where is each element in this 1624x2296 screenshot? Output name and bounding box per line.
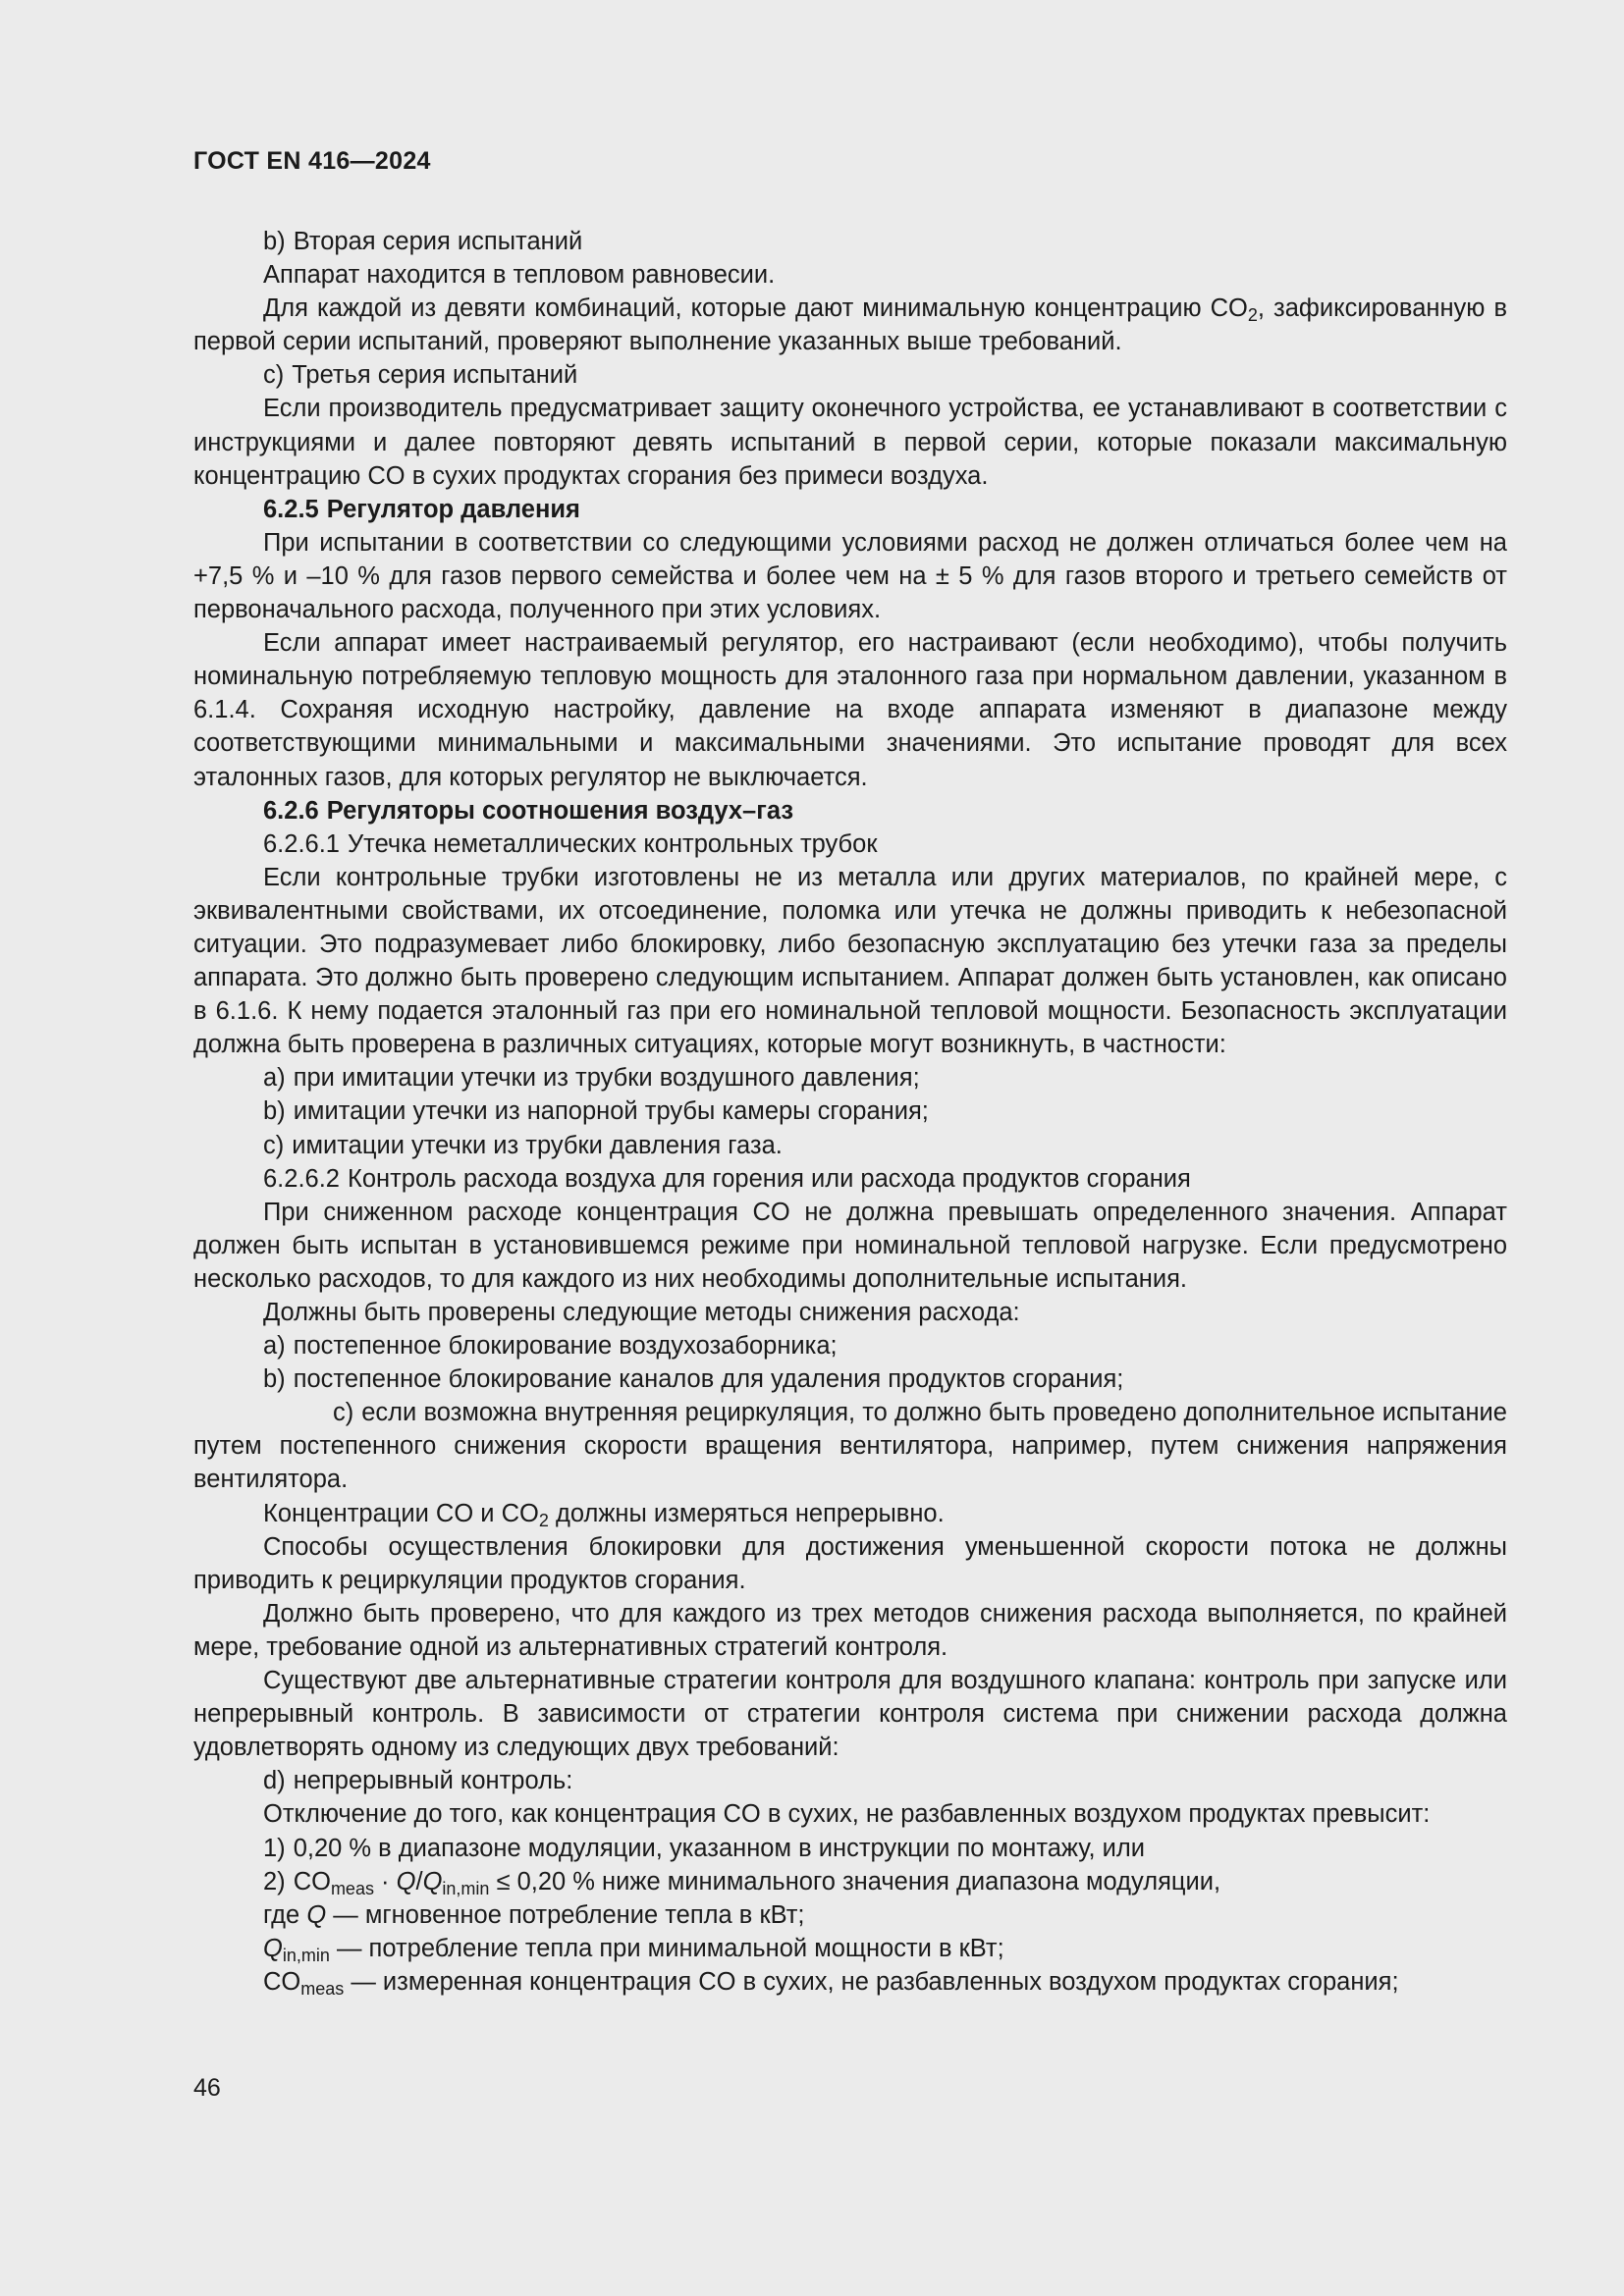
paragraph: Если производитель предусматривает защиту оконечного устройства, ее устанавливают в соответствии с инструкциями и далее повторяют девять испытаний в первой серии, которые показали максимальную концентрацию CO в сухих продуктах сгорания без примеси воздуха.: [193, 395, 1507, 490]
section-number: 6.2.6.2: [263, 1164, 340, 1193]
paragraph: [193, 292, 1507, 358]
section-title: Контроль расхода воздуха для горения или расхода продуктов сгорания: [347, 1164, 1191, 1193]
section-title: Регуляторы соотношения воздух–газ: [326, 796, 794, 825]
text: — потребление тепла при минимальной мощности в кВт;: [329, 1934, 1004, 1962]
list-text: Вторая серия испытаний: [293, 228, 583, 255]
paragraph: Существуют две альтернативные стратегии контроля для воздушного клапана: контроль при запуске или непрерывный контроль. В зависимости от стратегии контроля система при снижении расхода должна удовлетворять одному из следующих двух требований:: [193, 1667, 1507, 1762]
list-item: [193, 1329, 1507, 1362]
definition: [193, 1932, 1507, 1965]
list-text: при имитации утечки из трубки воздушного давления;: [293, 1064, 920, 1093]
list-marker: b): [263, 1365, 286, 1394]
paragraph: При сниженном расходе концентрация CO не должна превышать определенного значения. Аппарат должен быть испытан в установившемся режиме при номинальной тепловой нагрузке. Если предусмотрено несколько расходов, то для каждого из них необходимы дополнительные испытания.: [193, 1198, 1507, 1293]
subsection-heading: [193, 828, 1507, 861]
subscript: in,min: [442, 1878, 490, 1898]
text: где: [263, 1900, 307, 1929]
paragraph: Должно быть проверено, что для каждого из трех методов снижения расхода выполняется, по крайней мере, требование одной из альтернативных стратегий контроля.: [193, 1599, 1507, 1661]
list-marker: 2): [263, 1867, 286, 1896]
list-marker: c): [263, 361, 285, 390]
list-text: если возможна внутренняя рециркуляция, то должно быть проведено дополнительное испытание путем постепенного снижения скорости вращения вентилятора, например, путем снижения напряжения вентилятора.: [193, 1399, 1507, 1494]
text: /: [415, 1867, 423, 1896]
subsection-heading: [193, 1162, 1507, 1196]
paragraph: Способы осуществления блокировки для достижения уменьшенной скорости потока не должны приводить к рециркуляции продуктов сгорания.: [193, 1532, 1507, 1594]
text: должны измеряться непрерывно.: [548, 1499, 945, 1527]
text: Концентрации CO и CO: [263, 1499, 539, 1527]
section-number: 6.2.6.1: [263, 829, 340, 858]
list-marker: 1): [263, 1834, 286, 1862]
text: — мгновенное потребление тепла в кВт;: [326, 1900, 805, 1929]
text: CO: [263, 1967, 301, 1996]
text: — измеренная концентрация CO в сухих, не разбавленных воздухом продуктах сгорания;: [344, 1967, 1399, 1996]
section-title: Утечка неметаллических контрольных трубок: [347, 829, 878, 858]
formula-item: [193, 1865, 1507, 1898]
list-text: Третья серия испытаний: [292, 361, 578, 390]
list-item: [193, 358, 1507, 392]
section-title: Регулятор давления: [326, 495, 580, 523]
list-text: имитации утечки из напорной трубы камеры сгорания;: [293, 1097, 929, 1126]
definition: [193, 1898, 1507, 1932]
document-header: ГОСТ EN 416—2024: [193, 147, 431, 175]
variable: Q: [306, 1900, 327, 1929]
section-heading: [193, 794, 1507, 828]
subscript: in,min: [282, 1945, 330, 1965]
page-number: 46: [193, 2074, 221, 2102]
list-marker: c): [333, 1399, 354, 1427]
subscript: 2: [1247, 305, 1258, 326]
list-text: имитации утечки из трубки давления газа.: [292, 1131, 783, 1159]
text: , зафиксированную в первой серии испытаний, проверяют выполнение указанных выше требований.: [193, 294, 1508, 356]
variable: Q: [396, 1867, 416, 1896]
list-marker: b): [263, 1097, 286, 1126]
list-item: [193, 1396, 1507, 1496]
variable: Q: [263, 1934, 283, 1962]
list-item: [193, 1129, 1507, 1162]
list-item: [193, 1764, 1507, 1797]
list-item: [193, 1061, 1507, 1095]
list-text: постепенное блокирование каналов для удаления продуктов сгорания;: [293, 1365, 1124, 1394]
text: Для каждой из девяти комбинаций, которые дают минимальную концентрацию CO: [263, 294, 1248, 323]
list-marker: b): [263, 228, 286, 255]
section-number: 6.2.6: [263, 796, 319, 825]
paragraph: Если аппарат имеет настраиваемый регулятор, его настраивают (если необходимо), чтобы получить номинальную потребляемую тепловую мощность для эталонного газа при нормальном давлении, указанном в 6.1.4. Сохраняя исходную настройку, давление на входе аппарата изменяют в диапазоне между соответствующими минимальными и максимальными значениями. Это испытание проводят для всех эталонных газов, для которых регулятор не выключается.: [193, 629, 1507, 791]
definition: [193, 1965, 1507, 1999]
list-item: [193, 1832, 1507, 1865]
section-heading: [193, 493, 1507, 526]
list-marker: a): [263, 1064, 286, 1093]
text: ·: [373, 1867, 397, 1896]
list-text: постепенное блокирование воздухозаборника;: [293, 1332, 838, 1361]
subscript: meas: [330, 1878, 374, 1898]
document-body: [193, 225, 1507, 1999]
paragraph: При испытании в соответствии со следующими условиями расход не должен отличаться более чем на +7,5 % и –10 % для газов первого семейства и более чем на ± 5 % для газов второго и третьего семейств от первоначального расхода, полученного при этих условиях.: [193, 528, 1507, 624]
paragraph: [193, 1497, 1507, 1530]
text: ≤ 0,20 % ниже минимального значения диапазона модуляции,: [489, 1867, 1221, 1896]
variable: Q: [422, 1867, 443, 1896]
list-text: 0,20 % в диапазоне модуляции, указанном в инструкции по монтажу, или: [293, 1834, 1145, 1862]
list-text: непрерывный контроль:: [293, 1767, 573, 1795]
list-marker: d): [263, 1767, 286, 1795]
subscript: meas: [300, 1978, 345, 1999]
paragraph: Должны быть проверены следующие методы снижения расхода:: [263, 1299, 1020, 1326]
list-marker: a): [263, 1332, 286, 1361]
list-item: [193, 1362, 1507, 1396]
subscript: 2: [538, 1510, 549, 1530]
paragraph: Отключение до того, как концентрация CO в сухих, не разбавленных воздухом продуктах превысит:: [263, 1800, 1431, 1829]
formula: [294, 1868, 1220, 1896]
list-marker: c): [263, 1131, 285, 1159]
section-number: 6.2.5: [263, 495, 319, 523]
list-item: [193, 1095, 1507, 1128]
paragraph: Если контрольные трубки изготовлены не из металла или других материалов, по крайней мере, с эквивалентными свойствами, их отсоединение, поломка или утечка не должны приводить к небезопасной ситуации. Это подразумевает либо блокировку, либо безопасную эксплуатацию без утечки газа за пределы аппарата. Это должно быть проверено следующим испытанием. Аппарат должен быть установлен, как описано в 6.1.6. К нему подается эталонный газ при его номинальной тепловой мощности. Безопасность эксплуатации должна быть проверена в различных ситуациях, которые могут возникнуть, в частности:: [193, 863, 1507, 1059]
list-item: [193, 225, 1507, 258]
text: CO: [293, 1867, 331, 1896]
paragraph: Аппарат находится в тепловом равновесии.: [263, 261, 776, 290]
